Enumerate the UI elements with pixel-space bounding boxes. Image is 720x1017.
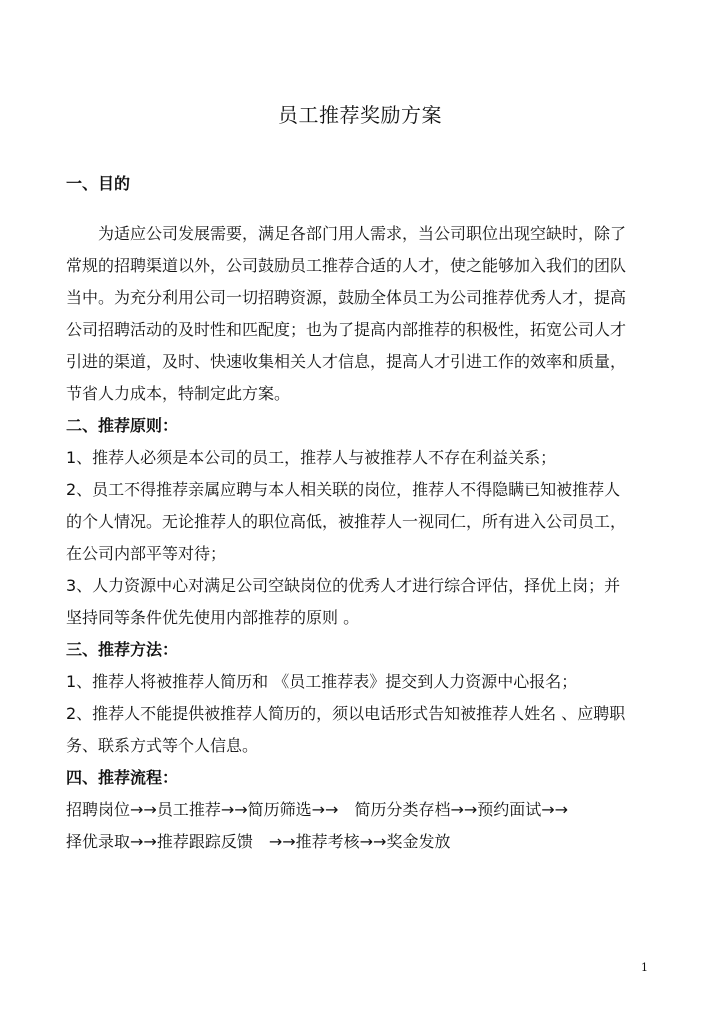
section-heading-method: 三、推荐方法： — [66, 640, 179, 659]
principles-line-6: 坚持同等条件优先使用内部推荐的原则 。 — [66, 608, 360, 627]
principles-line-5: 3、人力资源中心对满足公司空缺岗位的优秀人才进行综合评估，择优上岗；并 — [66, 576, 621, 595]
method-line-3: 务、联系方式等个人信息。 — [66, 736, 259, 755]
purpose-line-2: 常规的招聘渠道以外，公司鼓励员工推荐合适的人才，使之能够加入我们的团队 — [66, 256, 627, 275]
purpose-line-3: 当中。为充分利用公司一切招聘资源，鼓励全体员工为公司推荐优秀人才，提高 — [66, 288, 627, 307]
principles-line-2: 2、员工不得推荐亲属应聘与本人相关联的岗位，推荐人不得隐瞒已知被推荐人 — [66, 480, 621, 499]
section-heading-purpose: 一、目的 — [66, 174, 131, 193]
purpose-line-1: 为适应公司发展需要，满足各部门用人需求，当公司职位出现空缺时，除了 — [98, 224, 627, 243]
principles-line-4: 在公司内部平等对待； — [66, 544, 227, 563]
method-line-1: 1、推荐人将被推荐人简历和 《员工推荐表》提交到人力资源中心报名； — [66, 672, 578, 691]
method-line-2: 2、推荐人不能提供被推荐人简历的，须以电话形式告知被推荐人姓名 、应聘职 — [66, 704, 626, 723]
process-line-1: 招聘岗位→→员工推荐→→简历筛选→→ 简历分类存档→→预约面试→→ — [66, 800, 569, 819]
process-line-2: 择优录取→→推荐跟踪反馈 →→推荐考核→→奖金发放 — [66, 832, 451, 851]
section-heading-process: 四、推荐流程： — [66, 768, 179, 787]
principles-line-1: 1、推荐人必须是本公司的员工，推荐人与被推荐人不存在利益关系； — [66, 448, 557, 467]
section-heading-principles: 二、推荐原则： — [66, 416, 179, 435]
document-title: 员工推荐奖励方案 — [278, 103, 442, 127]
page-number: 1 — [641, 961, 648, 974]
document-body — [66, 168, 656, 858]
purpose-line-5: 引进的渠道，及时、快速收集相关人才信息，提高人才引进工作的效率和质量， — [66, 352, 627, 371]
principles-line-3: 的个人情况。无论推荐人的职位高低，被推荐人一视同仁，所有进入公司员工， — [66, 512, 627, 531]
purpose-line-4: 公司招聘活动的及时性和匹配度；也为了提高内部推荐的积极性，拓宽公司人才 — [66, 320, 627, 339]
purpose-line-6: 节省人力成本，特制定此方案。 — [66, 384, 291, 403]
